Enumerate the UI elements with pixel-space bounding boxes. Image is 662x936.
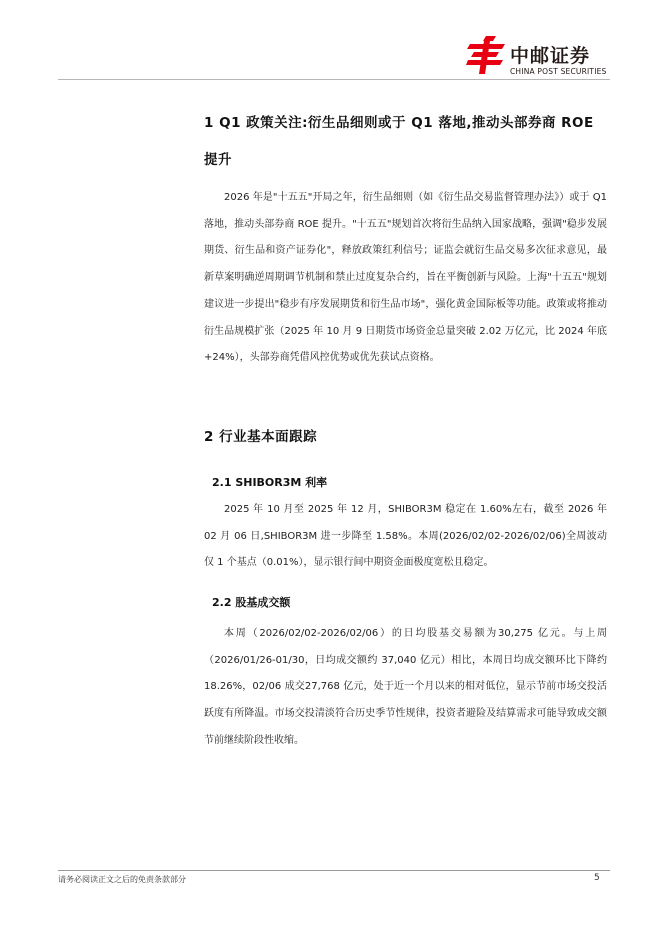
footer-divider [58, 870, 610, 871]
section-2-1-title: 2.1 SHIBOR3M 利率 [212, 476, 328, 489]
header-divider [58, 79, 610, 80]
china-post-emblem-icon [466, 35, 508, 75]
section-2-2-body: 本周（2026/02/02-2026/02/06）的日均股基交易额为30,275 亿元。与上周（2026/01/26-01/30，日均成交额约 37,040 亿元）相比，本周日均成交额环比下降约 18.26%，02/06 成交27,768 亿元，处于近一个月以来的相对低位，显示节前市场交投活跃度有所降温。市场交投清淡符合历史季节性规律，投资者避险及结算需求可能导致成交额节前继续阶段性收缩。 [204, 628, 607, 746]
section-2-title: 2 行业基本面跟踪 [204, 429, 318, 445]
brand-name-en: CHINA POST SECURITIES [510, 67, 607, 76]
section-1-title-line-2: 提升 [204, 152, 232, 168]
page-number: 5 [594, 873, 600, 883]
section-2-2-title: 2.2 股基成交额 [212, 596, 291, 609]
brand-name-cn: 中邮证券 [510, 45, 591, 67]
section-1-title-line-1: 1 Q1 政策关注:衍生品细则或于 Q1 落地,推动头部券商 ROE [204, 115, 594, 131]
section-2-1-body: 2025 年 10 月至 2025 年 12 月，SHIBOR3M 稳定在 1.60%左右，截至 2026 年 02 月 06 日,SHIBOR3M 进一步降至 1.58%。本周(2026/02/02-2026/02/06)全周波动仅 1 个基点（0.01%），显示银行间中期资金面极度宽松且稳定。 [204, 504, 607, 569]
footer-disclaimer: 请务必阅读正文之后的免责条款部分 [58, 875, 186, 884]
section-1-body: 2026 年是"十五五"开局之年，衍生品细则（如《衍生品交易监督管理办法》）或于 Q1 落地，推动头部券商 ROE 提升。"十五五"规划首次将衍生品纳入国家战略，强调"稳步发展期货、衍生品和资产证券化"，释放政策红利信号；证监会就衍生品交易多次征求意见，最新草案明确逆周期调节机制和禁止过度复杂合约，旨在平衡创新与风险。上海"十五五"规划建议进一步提出"稳步有序发展期货和衍生品市场"，强化黄金国际板等功能。政策或将推动衍生品规模扩张（2025 年 10 月 9 日期货市场资金总量突破 2.02 万亿元，比 2024 年底+24%），头部券商凭借风控优势或优先获试点资格。 [204, 192, 607, 364]
company-logo [466, 35, 616, 79]
